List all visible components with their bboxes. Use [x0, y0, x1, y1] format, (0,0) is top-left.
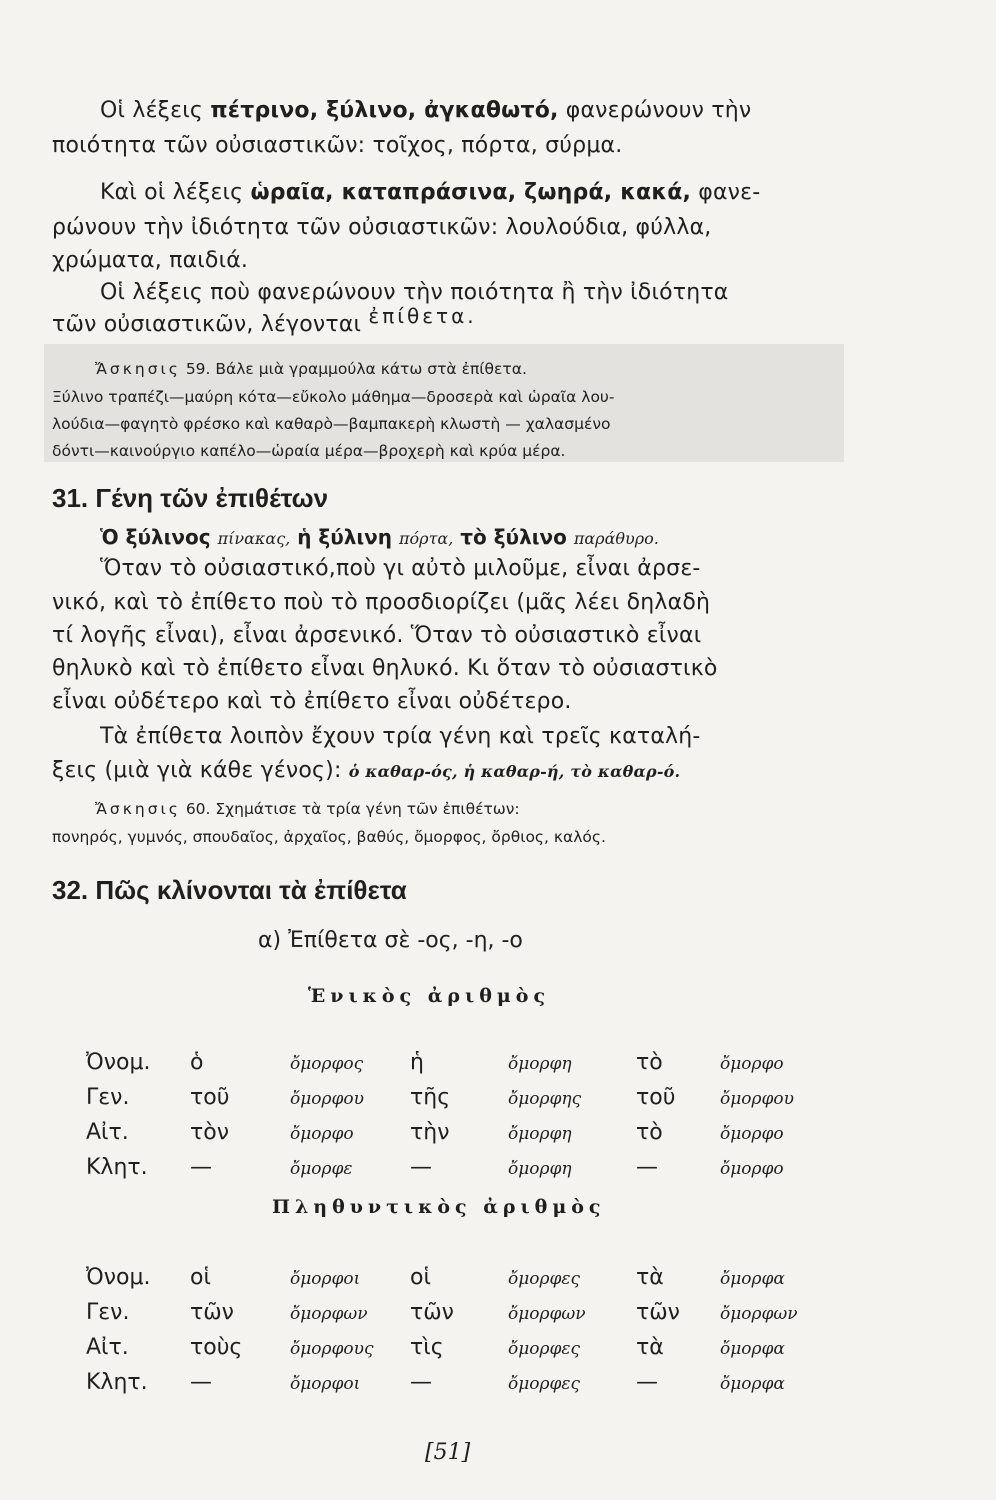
plural-m-art-cell: —	[190, 1370, 212, 1395]
section-31-line: εἶναι οὐδέτερο καὶ τὸ ἐπίθετο εἶναι οὐδέτερο.	[52, 689, 572, 714]
singular-m-cell: ὄμορφου	[290, 1089, 364, 1109]
plural-m-cell: ὄμορφοι	[290, 1374, 361, 1394]
singular-m-cell: ὄμορφε	[290, 1159, 353, 1179]
plural-n-art-cell: τῶν	[636, 1300, 680, 1325]
singular-f-cell: ὄμορφη	[508, 1124, 572, 1144]
singular-n-art-cell: —	[636, 1155, 658, 1180]
section-31-line: Ὅταν τὸ οὐσιαστικό,ποὺ γι αὐτὸ μιλοῦμε, εἶναι ἀρσε-	[100, 556, 701, 581]
exercise-60-words: πονηρός, γυμνός, σπουδαῖος, ἀρχαῖος, βαθύς, ὄμορφος, ὄρθιος, καλός.	[52, 828, 606, 846]
plural-m-art-cell: τῶν	[190, 1300, 234, 1325]
singular-m-art-cell: τοῦ	[190, 1085, 230, 1110]
exercise-59-line: λούδια—φαγητὸ φρέσκο καὶ καθαρὸ—βαμπακερὴ κλωστὴ — χαλασμένο	[52, 415, 611, 433]
plural-heading: Πληθυντικὸς ἀριθμὸς	[272, 1196, 606, 1218]
section-32-subtitle: α) Ἐπίθετα σὲ -ος, -η, -ο	[258, 928, 523, 953]
singular-case-cell: Αἰτ.	[86, 1120, 129, 1145]
intro-line: χρώματα, παιδιά.	[52, 248, 249, 273]
plural-f-cell: ὄμορφες	[508, 1374, 581, 1394]
singular-f-cell: ὄμορφη	[508, 1054, 572, 1074]
singular-n-cell: ὄμορφο	[720, 1124, 784, 1144]
plural-n-cell: ὄμορφων	[720, 1304, 798, 1324]
singular-m-cell: ὄμορφος	[290, 1054, 364, 1074]
singular-m-art-cell: τὸν	[190, 1120, 229, 1145]
singular-f-cell: ὄμορφης	[508, 1089, 582, 1109]
singular-case-cell: Κλητ.	[86, 1155, 148, 1180]
singular-f-art-cell: τῆς	[410, 1085, 451, 1110]
plural-n-cell: ὄμορφα	[720, 1339, 785, 1359]
plural-f-cell: ὄμορφες	[508, 1339, 581, 1359]
plural-n-art-cell: τὰ	[636, 1265, 664, 1290]
plural-n-art-cell: τὰ	[636, 1335, 664, 1360]
plural-f-cell: ὄμορφων	[508, 1304, 586, 1324]
plural-f-art-cell: τῶν	[410, 1300, 454, 1325]
intro-line: Οἱ λέξεις ποὺ φανερώνουν τὴν ποιότητα ἢ τὴν ἰδιότητα	[100, 280, 729, 305]
plural-case-cell: Γεν.	[86, 1300, 130, 1325]
plural-f-cell: ὄμορφες	[508, 1269, 581, 1289]
section-31-example: Ὁ ξύλινος πίνακας, ἡ ξύλινη πόρτα, τὸ ξύλινο παράθυρο.	[100, 525, 659, 549]
singular-f-art-cell: τὴν	[410, 1120, 450, 1145]
section-31-line: τί λογῆς εἶναι), εἶναι ἀρσενικό. Ὅταν τὸ οὐσιαστικὸ εἶναι	[52, 623, 702, 648]
page-number: [51]	[425, 1440, 471, 1465]
plural-m-cell: ὄμορφοι	[290, 1269, 361, 1289]
exercise-60-title: Ἄσκησις 60. Σχημάτισε τὰ τρία γένη τῶν ἐπιθέτων:	[95, 800, 520, 818]
plural-m-art-cell: οἱ	[190, 1265, 211, 1290]
singular-n-art-cell: τὸ	[636, 1050, 663, 1075]
plural-case-cell: Αἰτ.	[86, 1335, 129, 1360]
plural-n-art-cell: —	[636, 1370, 658, 1395]
singular-m-cell: ὄμορφο	[290, 1124, 354, 1144]
intro-line: ρώνουν τὴν ἰδιότητα τῶν οὐσιαστικῶν: λουλούδια, φύλλα,	[52, 215, 712, 240]
exercise-59-title: Ἄσκησις 59. Βάλε μιὰ γραμμούλα κάτω στὰ ἐπίθετα.	[95, 360, 527, 378]
section-31-line: Τὰ ἐπίθετα λοιπὸν ἔχουν τρία γένη καὶ τρεῖς καταλή-	[100, 724, 701, 749]
singular-n-cell: ὄμορφο	[720, 1054, 784, 1074]
singular-case-cell: Γεν.	[86, 1085, 130, 1110]
section-31-line: ξεις (μιὰ γιὰ κάθε γένος): ὁ καθαρ-ός, ἡ καθαρ-ή, τὸ καθαρ-ό.	[52, 758, 681, 783]
plural-m-art-cell: τοὺς	[190, 1335, 243, 1360]
plural-n-cell: ὄμορφα	[720, 1374, 785, 1394]
intro-line: τῶν οὐσιαστικῶν, λέγονται ἐπίθετα.	[52, 304, 477, 337]
section-32-title: 32. Πῶς κλίνονται τὰ ἐπίθετα	[52, 875, 407, 905]
intro-line: Καὶ οἱ λέξεις ὡραῖα, καταπράσινα, ζωηρά, κακά, φανε-	[100, 180, 761, 205]
singular-n-cell: ὄμορφου	[720, 1089, 794, 1109]
plural-m-cell: ὄμορφων	[290, 1304, 368, 1324]
intro-line: ποιότητα τῶν οὐσιαστικῶν: τοῖχος, πόρτα, σύρμα.	[52, 133, 623, 158]
term-epitheta: ἐπίθετα.	[368, 304, 477, 328]
plural-f-art-cell: οἱ	[410, 1265, 431, 1290]
singular-f-cell: ὄμορφη	[508, 1159, 572, 1179]
section-31-title: 31. Γένη τῶν ἐπιθέτων	[52, 483, 329, 513]
singular-f-art-cell: ἡ	[410, 1050, 424, 1075]
section-31-line: θηλυκὸ καὶ τὸ ἐπίθετο εἶναι θηλυκό. Κι ὅταν τὸ οὐσιαστικὸ	[52, 656, 718, 681]
singular-m-art-cell: ὁ	[190, 1050, 204, 1075]
exercise-59-line: δόντι—καινούργιο καπέλο—ὡραία μέρα—βροχερὴ καὶ κρύα μέρα.	[52, 442, 566, 460]
plural-f-art-cell: —	[410, 1370, 432, 1395]
singular-case-cell: Ὀνομ.	[86, 1050, 151, 1075]
singular-n-cell: ὄμορφο	[720, 1159, 784, 1179]
singular-heading: Ἑνικὸς ἀριθμὸς	[308, 985, 551, 1007]
exercise-59-line: Ξύλινο τραπέζι—μαύρη κότα—εὔκολο μάθημα—δροσερὰ καὶ ὡραῖα λου-	[52, 388, 615, 406]
plural-case-cell: Ὀνομ.	[86, 1265, 151, 1290]
plural-f-art-cell: τὶς	[410, 1335, 444, 1360]
plural-case-cell: Κλητ.	[86, 1370, 148, 1395]
plural-m-cell: ὄμορφους	[290, 1339, 374, 1359]
singular-n-art-cell: τοῦ	[636, 1085, 676, 1110]
singular-n-art-cell: τὸ	[636, 1120, 663, 1145]
plural-n-cell: ὄμορφα	[720, 1269, 785, 1289]
intro-line: Οἱ λέξεις πέτρινο, ξύλινο, ἀγκαθωτό, φανερώνουν τὴν	[100, 98, 752, 123]
singular-m-art-cell: —	[190, 1155, 212, 1180]
section-31-line: νικό, καὶ τὸ ἐπίθετο ποὺ τὸ προσδιορίζει (μᾶς λέει δηλαδὴ	[52, 590, 711, 615]
singular-f-art-cell: —	[410, 1155, 432, 1180]
